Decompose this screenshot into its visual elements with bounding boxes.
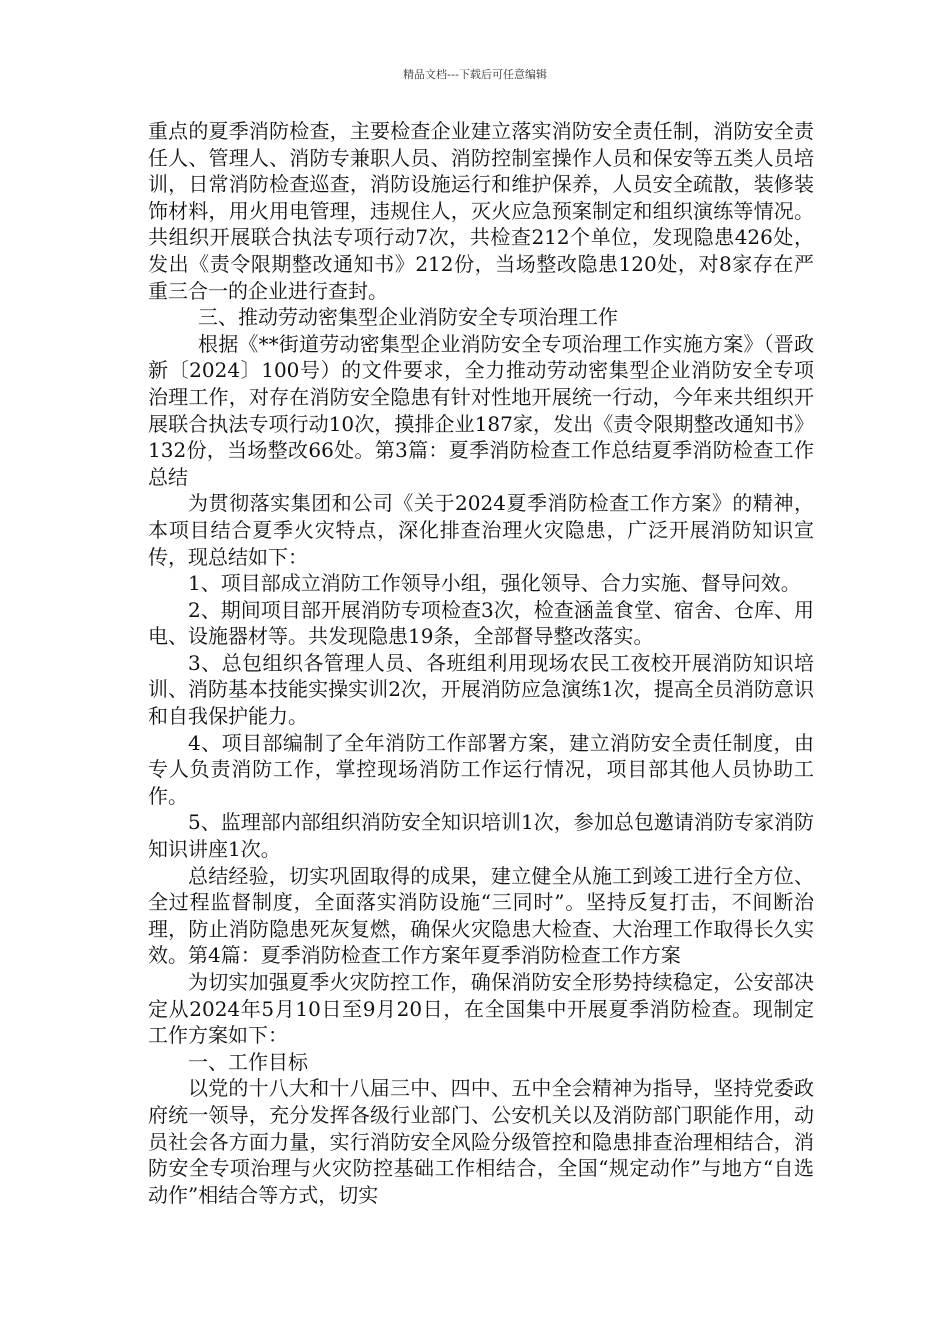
paragraph: 根据《**街道劳动密集型企业消防安全专项治理工作实施方案》（晋政新〔2024〕100号）的文件要求，全力推动劳动密集型企业消防安全专项治理工作，对存在消防安全隐患有针对性地开展统一行动，今年来共组织开展联合执法专项行动10次，摸排企业187家，发出《责令限期整改通知书》132份，当场整改66处。第3篇：夏季消防检查工作总结夏季消防检查工作总结	[148, 331, 814, 489]
paragraph: 以党的十八大和十八届三中、四中、五中全会精神为指导，坚持党委政府统一领导，充分发挥各级行业部门、公安机关以及消防部门职能作用，动员社会各方面力量，实行消防安全风险分级管控和隐患排查治理相结合，消防安全专项治理与火灾防控基础工作相结合，全国“规定动作”与地方“自选动作”相结合等方式，切实	[148, 1076, 814, 1207]
list-item: 4、项目部编制了全年消防工作部署方案，建立消防安全责任制度，由专人负责消防工作，掌控现场消防工作运行情况，项目部其他人员协助工作。	[148, 730, 814, 808]
page-header: 精品文档---下载后可任意编辑	[403, 68, 547, 81]
paragraph: 重点的夏季消防检查，主要检查企业建立落实消防安全责任制，消防安全责任人、管理人、消防专兼职人员、消防控制室操作人员和保安等五类人员培训，日常消防检查巡查，消防设施运行和维护保养，人员安全疏散，装修装饰材料，用火用电管理，违规住人，灭火应急预案制定和组织演练等情况。共组织开展联合执法专项行动7次，共检查212个单位，发现隐患426处，发出《责令限期整改通知书》212份，当场整改隐患120处，对8家存在严重三合一的企业进行查封。	[148, 119, 814, 303]
paragraph: 总结经验，切实巩固取得的成果，建立健全从施工到竣工进行全方位、全过程监督制度，全面落实消防设施“三同时”。坚持反复打击，不间断治理，防止消防隐患死灰复燃，确保火灾隐患大检查、大治理工作取得长久实效。第4篇：夏季消防检查工作方案年夏季消防检查工作方案	[148, 863, 814, 968]
list-item: 1、项目部成立消防工作领导小组，强化领导、合力实施、督导问效。	[188, 571, 801, 596]
document-body	[148, 118, 814, 1208]
list-item: 2、期间项目部开展消防专项检查3次，检查涵盖食堂、宿舍、仓库、用电、设施器材等。共发现隐患19条，全部督导整改落实。	[148, 597, 814, 649]
list-item: 3、总包组织各管理人员、各班组利用现场农民工夜校开展消防知识培训、消防基本技能实操实训2次，开展消防应急演练1次，提高全员消防意识和自我保护能力。	[148, 650, 814, 729]
paragraph: 为贯彻落实集团和公司《关于2024夏季消防检查工作方案》的精神，本项目结合夏季火灾特点，深化排查治理火灾隐患，广泛开展消防知识宣传，现总结如下：	[148, 491, 814, 569]
list-item: 5、监理部内部组织消防安全知识培训1次，参加总包邀请消防专家消防知识讲座1次。	[148, 810, 814, 862]
paragraph: 为切实加强夏季火灾防控工作，确保消防安全形势持续稳定，公安部决定从2024年5月10日至9月20日，在全国集中开展夏季消防检查。现制定工作方案如下：	[148, 970, 814, 1048]
section-heading: 三、推动劳动密集型企业消防安全专项治理工作	[198, 305, 618, 330]
section-heading: 一、工作目标	[188, 1049, 308, 1074]
